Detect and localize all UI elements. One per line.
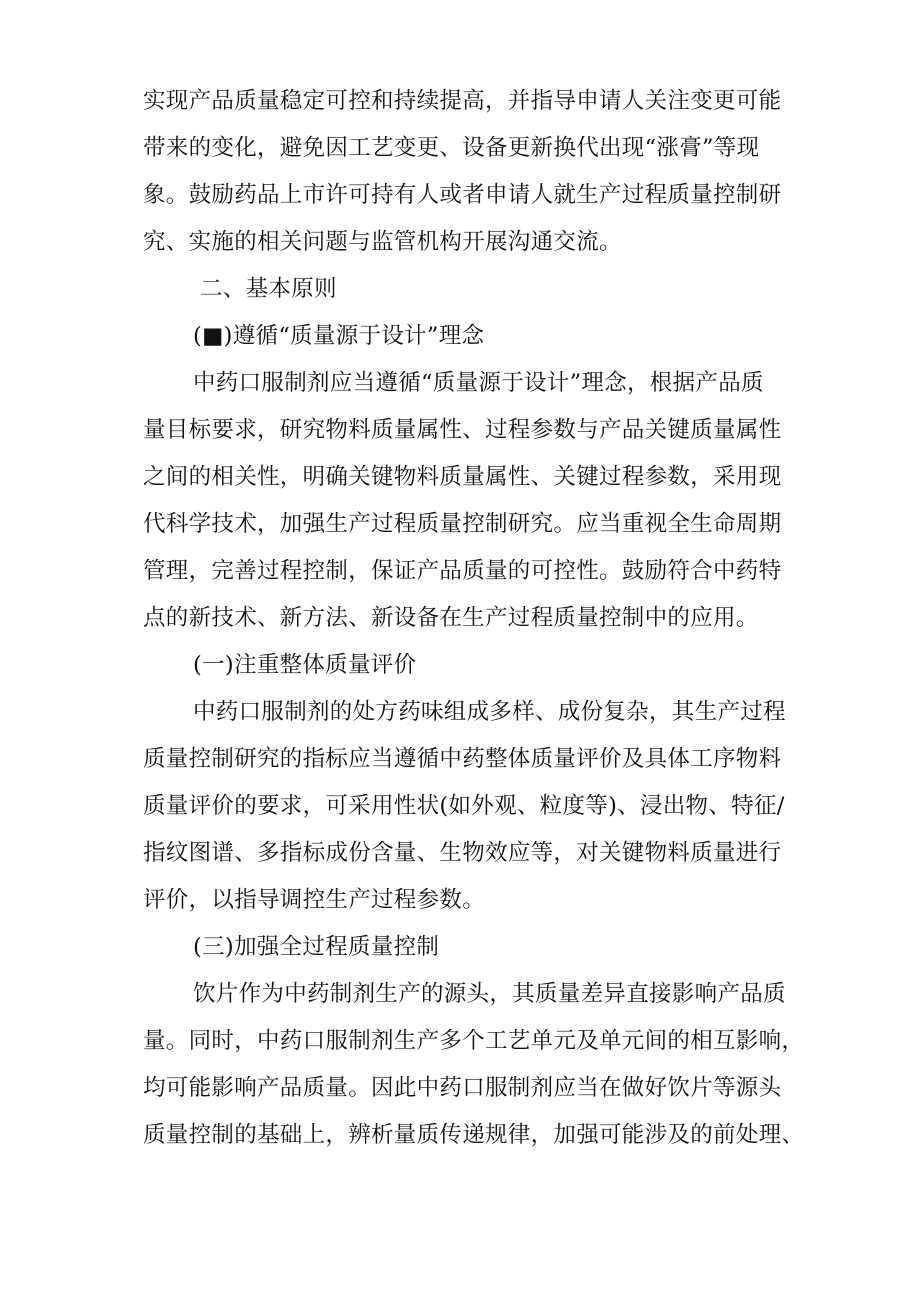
paragraph-line: 质量控制研究的指标应当遵循中药整体质量评价及具体工序物料 (143, 746, 782, 772)
paragraph-line: 量目标要求，研究物料质量属性、过程参数与产品关键质量属性 (143, 417, 782, 443)
paragraph-line: 质量控制的基础上，辨析量质传递规律，加强可能涉及的前处理、 (143, 1122, 805, 1148)
paragraph-line: 评价，以指导调控生产过程参数。 (143, 887, 486, 913)
paragraph-line: 究、实施的相关问题与监管机构开展沟通交流。 (143, 229, 622, 255)
paragraph-line: 指纹图谱、多指标成份含量、生物效应等，对关键物料质量进行 (143, 840, 782, 866)
subsection-heading: (三)加强全过程质量控制 (193, 934, 440, 960)
subsection-heading: (■)遵循“质量源于设计”理念 (193, 323, 485, 349)
paragraph-line: 量。同时，中药口服制剂生产多个工艺单元及单元间的相互影响， (143, 1028, 805, 1054)
section-heading: 二、基本原则 (200, 276, 337, 302)
paragraph-line: 中药口服制剂的处方药味组成多样、成份复杂，其生产过程 (193, 699, 786, 725)
paragraph-line: 之间的相关性，明确关键物料质量属性、关键过程参数，采用现 (143, 464, 782, 490)
paragraph-line: 点的新技术、新方法、新设备在生产过程质量控制中的应用。 (143, 605, 759, 631)
paragraph-line: 带来的变化，避免因工艺变更、设备更新换代出现“涨膏”等现 (143, 135, 760, 161)
paragraph-line: 饮片作为中药制剂生产的源头，其质量差异直接影响产品质 (193, 981, 786, 1007)
paragraph-line: 中药口服制剂应当遵循“质量源于设计”理念，根据产品质 (193, 370, 764, 396)
subsection-heading: (一)注重整体质量评价 (193, 652, 417, 678)
paragraph-line: 管理，完善过程控制，保证产品质量的可控性。鼓励符合中药特 (143, 558, 782, 584)
paragraph-line: 均可能影响产品质量。因此中药口服制剂应当在做好饮片等源头 (143, 1075, 782, 1101)
paragraph-line: 代科学技术，加强生产过程质量控制研究。应当重视全生命周期 (143, 511, 782, 537)
paragraph-line: 实现产品质量稳定可控和持续提高，并指导申请人关注变更可能 (143, 88, 782, 114)
paragraph-line: 质量评价的要求，可采用性状(如外观、粒度等)、浸出物、特征/ (143, 793, 785, 819)
paragraph-line: 象。鼓励药品上市许可持有人或者申请人就生产过程质量控制研 (143, 182, 782, 208)
